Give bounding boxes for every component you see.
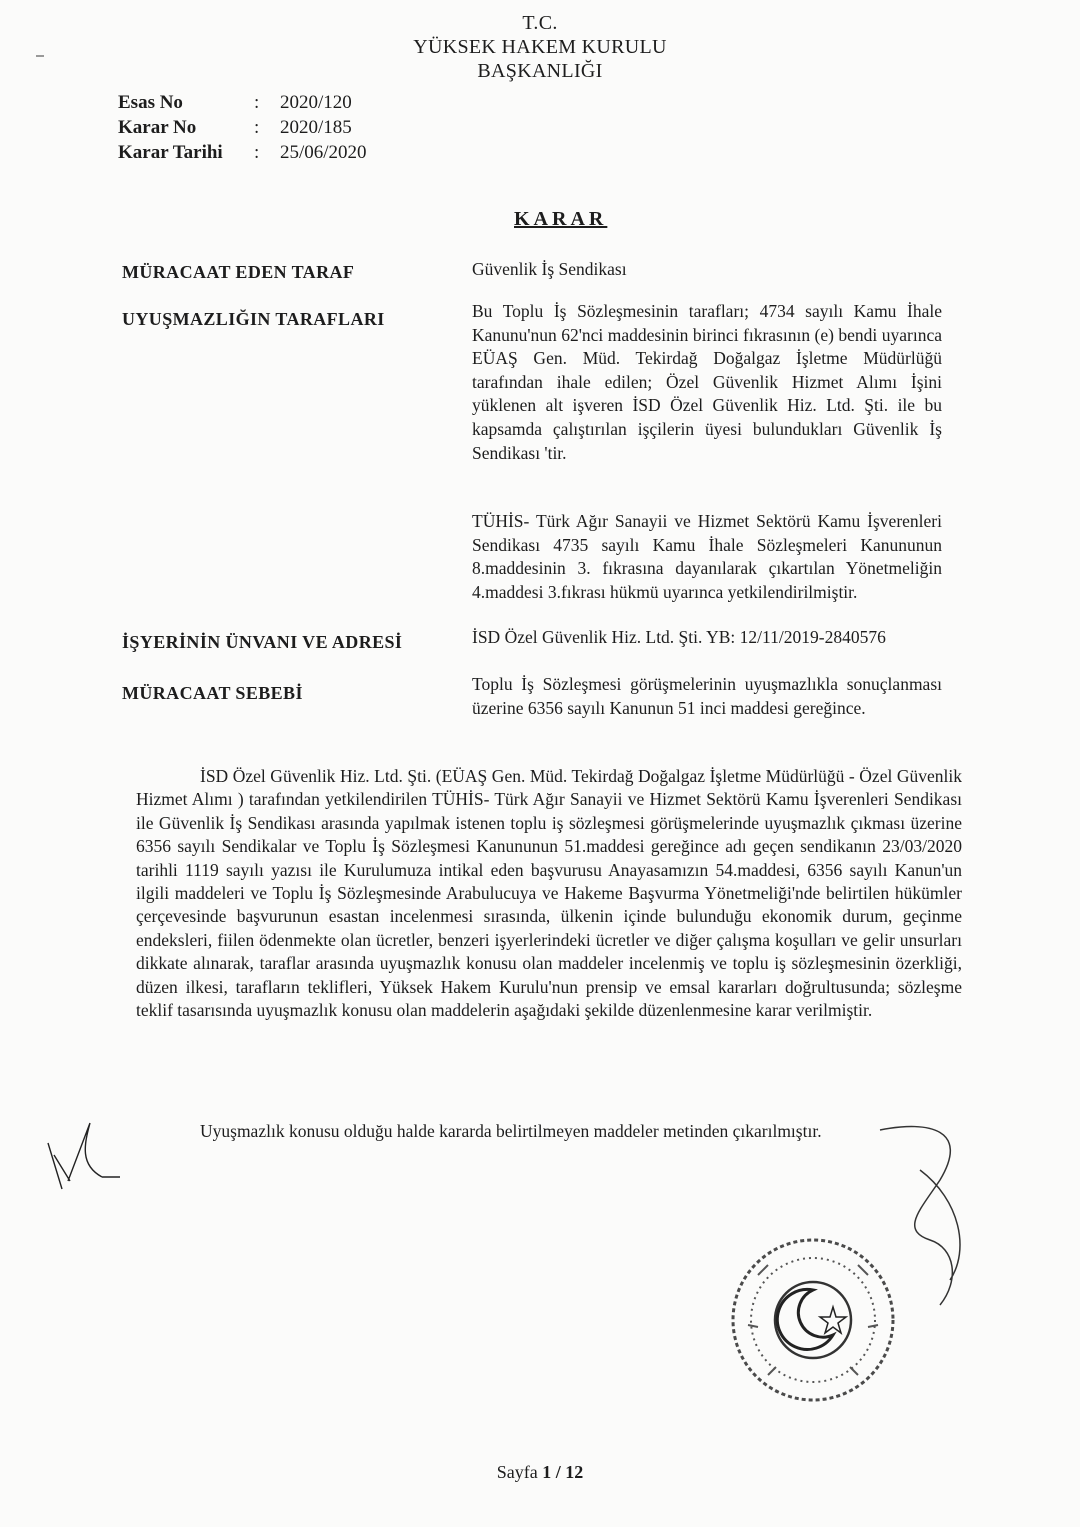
label-parties: UYUŞMAZLIĞIN TARAFLARI <box>122 309 385 329</box>
label-applicant: MÜRACAAT EDEN TARAF <box>122 262 355 282</box>
body-paragraph-2: Uyuşmazlık konusu olduğu halde kararda belirtilmeyen maddeler metinden çıkarılmıştır. <box>200 1121 822 1141</box>
page-total: 12 <box>565 1462 584 1482</box>
meta-value: 25/06/2020 <box>280 142 367 163</box>
body-paragraph-1: İSD Özel Güvenlik Hiz. Ltd. Şti. (EÜAŞ Gen. Müd. Tekirdağ Doğalgaz İşletme Müdürlüğü - Özel Güvenlik Hizmet Alımı ) tarafından yetkilendirilen TÜHİS- Türk Ağır Sanayii ve Hizmet Sektörü Kamu İşverenleri Sendikası ile Güvenlik İş Sendikası arasında yapılmak istenen toplu iş sözleşmesi görüşmelerinde uyuşmazlık çıkması üzerine 6356 sayılı Sendikalar ve Toplu İş Sözleşmesi Kanununun 51.maddesi gereğince adı geçen sendikanın 23/03/2020 tarihli 1119 sayılı yazısı ile Kurulumuza intikal eden başvurusu Anayasamızın 54.maddesi, 6356 sayılı Kanun'un ilgili maddeleri ve Toplu İş Sözleşmesinde Arabulucuya ve Hakeme Başvurma Yönetmeliği'nde belirtilen hükümler çerçevesinde başvurunun esastan incelenmesi sırasında, ülkenin içinde bulunduğu ekonomik durum, geçinme endeksleri, fiilen ödenmekte olan ücretler, benzeri işyerlerindeki ücretler ve diğer çalışma koşulları ve gelir unsurları dikkate alınarak, taraflar arasında uyuşmazlık konusu olan maddeler incelenmiş ve toplu iş sözleşmesinin özerkliği, düzen ilkesi, tarafların teklifleri, Yüksek Hakem Kurulu'nun prensip ve emsal kararları doğrultusunda; sözleşme teklif tasarısında uyuşmazlık konusu olan maddelerin aşağıdaki şekilde düzenlenmesine karar verilmiştir. <box>136 766 962 1021</box>
document-title: KARAR <box>514 208 608 230</box>
header-presidency: BAŞKANLIĞI <box>477 60 603 82</box>
label-reason: MÜRACAAT SEBEBİ <box>122 683 303 703</box>
label-workplace: İŞYERİNİN ÜNVANI VE ADRESİ <box>122 632 403 652</box>
case-meta <box>118 90 367 165</box>
meta-karar-tarihi <box>118 140 367 165</box>
value-applicant: Güvenlik İş Sendikası <box>472 259 627 279</box>
page-current: 1 <box>542 1462 552 1482</box>
meta-colon: : <box>254 92 260 113</box>
meta-esas-no <box>118 90 367 115</box>
meta-value: 2020/185 <box>280 117 352 138</box>
official-seal-icon <box>728 1235 898 1405</box>
meta-karar-no <box>118 115 367 140</box>
meta-label: Esas No <box>118 92 183 113</box>
value-workplace: İSD Özel Güvenlik Hiz. Ltd. Şti. YB: 12/11/2019-2840576 <box>472 627 886 647</box>
page-number <box>0 1462 1080 1483</box>
value-parties-1: Bu Toplu İş Sözleşmesinin tarafları; 4734 sayılı Kamu İhale Kanunu'nun 62'nci maddesinin birinci fıkrasının (e) bendi uyarınca EÜAŞ Gen. Müd. Tekirdağ Doğalgaz İşletme Müdürlüğü tarafından ihale edilen; Özel Güvenlik Hizmet Alımı İşini yüklenen alt işveren İSD Özel Güvenlik Hiz. Ltd. Şti. ile bu kapsamda çalıştırılan işçilerin üyesi bulundukları Güvenlik İş Sendikası 'tir. <box>472 301 942 463</box>
meta-colon: : <box>254 142 260 163</box>
handwritten-initial-icon <box>40 1115 130 1195</box>
meta-colon: : <box>254 117 260 138</box>
page-separator: / <box>555 1462 561 1482</box>
header-tc: T.C. <box>522 12 558 34</box>
value-parties-2: TÜHİS- Türk Ağır Sanayii ve Hizmet Sektörü Kamu İşverenleri Sendikası 4735 sayılı Kamu İhale Sözleşmeleri Kanununun 8.maddesinin 3. fıkrasına dayanılarak çıkartılan Yönetmeliğin 4.maddesi 3.fıkrası hükmü uyarınca yetkilendirilmiştir. <box>472 511 942 602</box>
meta-label: Karar No <box>118 117 197 138</box>
value-reason: Toplu İş Sözleşmesi görüşmelerinin uyuşmazlıkla sonuçlanması üzerine 6356 sayılı Kanunun 51 inci maddesi gereğince. <box>472 674 942 718</box>
meta-label: Karar Tarihi <box>118 142 223 163</box>
page-prefix: Sayfa <box>496 1462 538 1482</box>
header-institution: YÜKSEK HAKEM KURULU <box>413 36 667 58</box>
meta-value: 2020/120 <box>280 92 352 113</box>
